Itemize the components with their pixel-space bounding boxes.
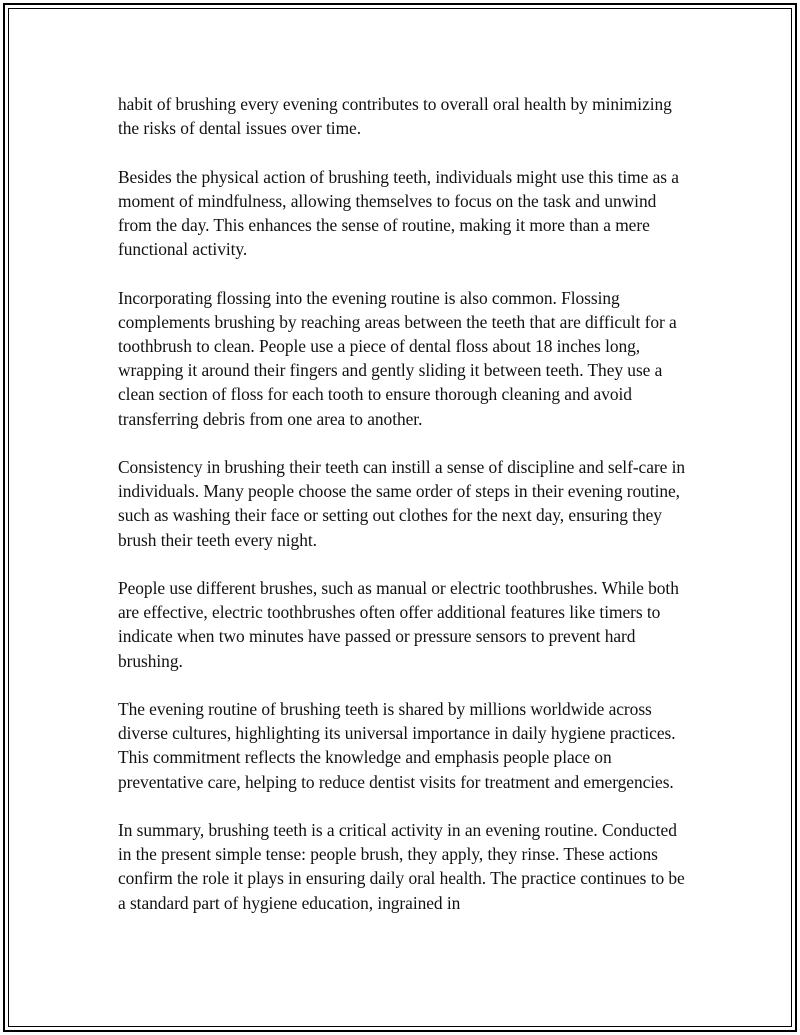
paragraph-5: People use different brushes, such as manual or electric toothbrushes. While both are effective, electric toothbrushes often offer additional features like timers to indicate when two minutes have passed or pressure sensors to prevent hard brushing. [118,578,679,671]
paragraph-4: Consistency in brushing their teeth can instill a sense of discipline and self-care in individuals. Many people choose the same order of steps in their evening routine, such as washing their face or setting out clothes for the next day, ensuring they brush their teeth every night. [118,457,686,550]
paragraph-3: Incorporating flossing into the evening routine is also common. Flossing complements brushing by reaching areas between the teeth that are difficult for a toothbrush to clean. People use a piece of dental floss about 18 inches long, wrapping it around their fingers and gently sliding it between teeth. They use a clean section of floss for each tooth to ensure thorough cleaning and avoid transferring debris from one area to another. [118,287,677,429]
paragraph-1: habit of brushing every evening contributes to overall oral health by minimizing the risks of dental issues over time. [118,94,672,139]
paragraph-6: The evening routine of brushing teeth is shared by millions worldwide across diverse cultures, highlighting its universal importance in daily hygiene practices. This commitment reflects the knowledge and emphasis people place on preventative care, helping to reduce dentist visits for treatment and emergencies. [118,699,676,792]
paragraph-2: Besides the physical action of brushing teeth, individuals might use this time as a moment of mindfulness, allowing themselves to focus on the task and unwind from the day. This enhances the sense of routine, making it more than a mere functional activity. [118,166,679,260]
document-body [118,92,688,939]
paragraph-7: In summary, brushing teeth is a critical activity in an evening routine. Conducted in the present simple tense: people brush, they apply, they rinse. These actions confirm the role it plays in ensuring daily oral health. The practice continues to be a standard part of hygiene education, ingrained in [118,820,685,913]
